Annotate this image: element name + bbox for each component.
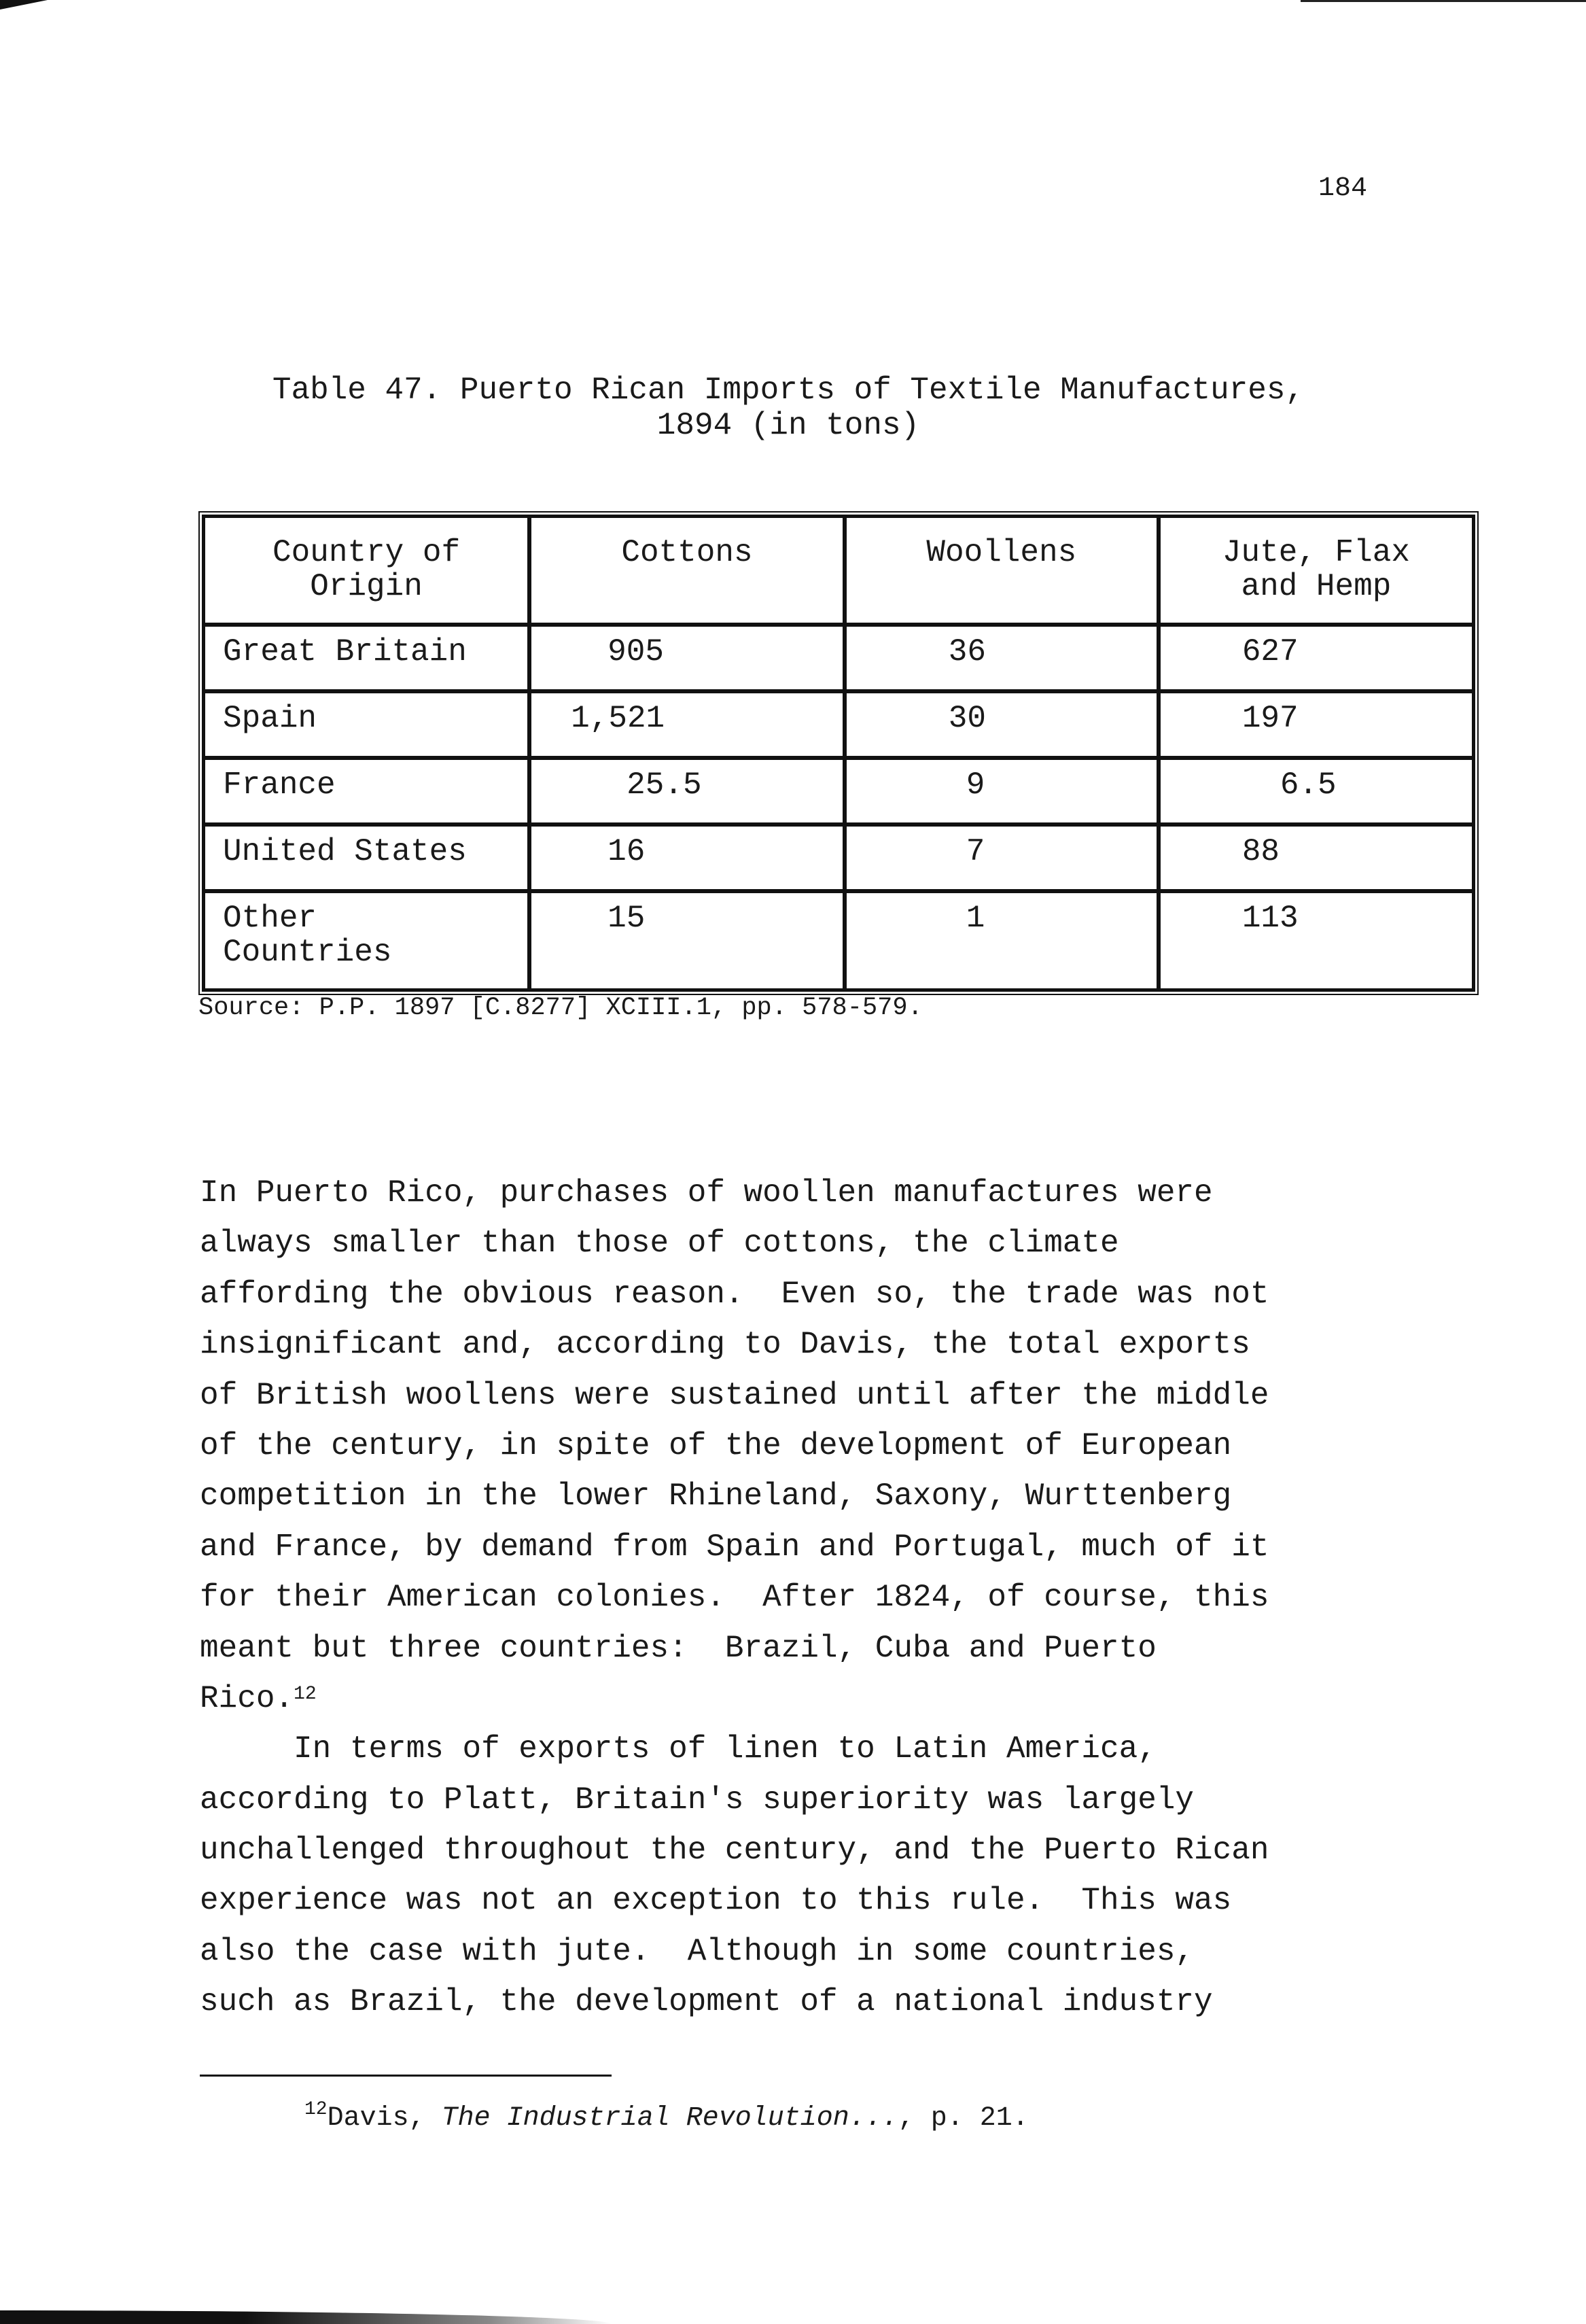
table-caption-line-2: 1894 (in tons) (656, 408, 920, 443)
footnote-author: Davis, (327, 2103, 442, 2134)
footnote (304, 2099, 1029, 2134)
cell-jute: 113 (1159, 891, 1474, 990)
scan-edge-line (1301, 0, 1586, 2)
cell-woollens: 36 (845, 625, 1159, 691)
table-row (203, 758, 1474, 825)
page-number: 184 (1318, 173, 1368, 204)
body-line: of British woollens were sustained until after the middle (200, 1377, 1269, 1413)
scan-bottom-shadow (0, 2310, 612, 2324)
table-row (203, 625, 1474, 691)
body-line: according to Platt, Britain's superiority was largely (200, 1782, 1195, 1818)
body-line: of the century, in spite of the development of European (200, 1427, 1232, 1463)
imports-table (198, 511, 1479, 995)
body-text (200, 1168, 1382, 2028)
cell-cottons: 1,521 (529, 691, 845, 758)
body-line: insignificant and, according to Davis, the total exports (200, 1327, 1250, 1363)
body-line: In terms of exports of linen to Latin America, (200, 1731, 1157, 1767)
footnote-number: 12 (304, 2099, 328, 2120)
body-line: also the case with jute. Although in some countries, (200, 1933, 1195, 1969)
cell-country: Great Britain (203, 625, 529, 691)
cell-jute: 627 (1159, 625, 1474, 691)
footnote-title: The Industrial Revolution... (441, 2103, 898, 2134)
table-row (203, 691, 1474, 758)
table-header-row (203, 516, 1474, 625)
footnote-page: , p. 21. (898, 2103, 1029, 2134)
header-country-line-2: Origin (310, 569, 423, 604)
body-line: always smaller than those of cottons, the climate (200, 1226, 1119, 1262)
cell-woollens: 7 (845, 825, 1159, 891)
cell-woollens: 9 (845, 758, 1159, 825)
body-line: affording the obvious reason. Even so, the trade was not (200, 1276, 1269, 1312)
header-woollens: Woollens (845, 516, 1159, 625)
cell-cottons: 16 (529, 825, 845, 891)
header-country-line-1: Country of (272, 535, 461, 570)
header-cottons: Cottons (529, 516, 845, 625)
cell-woollens: 1 (845, 891, 1159, 990)
header-jute-line-1: Jute, Flax (1222, 535, 1410, 570)
scan-corner-mark (0, 0, 48, 10)
body-line-text: Rico. (200, 1680, 294, 1716)
header-jute-line-2: and Hemp (1241, 569, 1392, 604)
header-country (203, 516, 529, 625)
table-caption (204, 372, 1373, 443)
cell-cottons: 15 (529, 891, 845, 990)
cell-country: Spain (203, 691, 529, 758)
body-line: experience was not an exception to this rule. This was (200, 1883, 1232, 1919)
table-row (203, 891, 1474, 990)
cell-woollens: 30 (845, 691, 1159, 758)
cell-jute: 6.5 (1159, 758, 1474, 825)
cell-country: United States (203, 825, 529, 891)
table-row (203, 825, 1474, 891)
cell-country (203, 891, 529, 990)
body-line: competition in the lower Rhineland, Saxony, Wurttenberg (200, 1478, 1232, 1514)
cell-country-line-2: Countries (223, 935, 392, 970)
footnote-reference: 12 (294, 1683, 317, 1705)
cell-cottons: 905 (529, 625, 845, 691)
body-line: In Puerto Rico, purchases of woollen manufactures were (200, 1175, 1213, 1211)
body-line: meant but three countries: Brazil, Cuba and Puerto (200, 1630, 1157, 1666)
cell-country: France (203, 758, 529, 825)
cell-jute: 197 (1159, 691, 1474, 758)
body-line-with-footnote-ref (200, 1673, 1382, 1724)
header-jute (1159, 516, 1474, 625)
table-source-note: Source: P.P. 1897 [C.8277] XCIII.1, pp. 578-579. (198, 994, 923, 1022)
body-line: such as Brazil, the development of a national industry (200, 1984, 1213, 2020)
body-line: unchallenged throughout the century, and the Puerto Rican (200, 1833, 1269, 1869)
footnote-divider (200, 2075, 612, 2077)
body-line: and France, by demand from Spain and Portugal, much of it (200, 1529, 1269, 1565)
body-line: for their American colonies. After 1824, of course, this (200, 1580, 1269, 1616)
cell-cottons: 25.5 (529, 758, 845, 825)
table-caption-line-1: Table 47. Puerto Rican Imports of Textile Manufactures, (272, 372, 1305, 408)
cell-country-line-1: Other (223, 901, 317, 936)
cell-jute: 88 (1159, 825, 1474, 891)
